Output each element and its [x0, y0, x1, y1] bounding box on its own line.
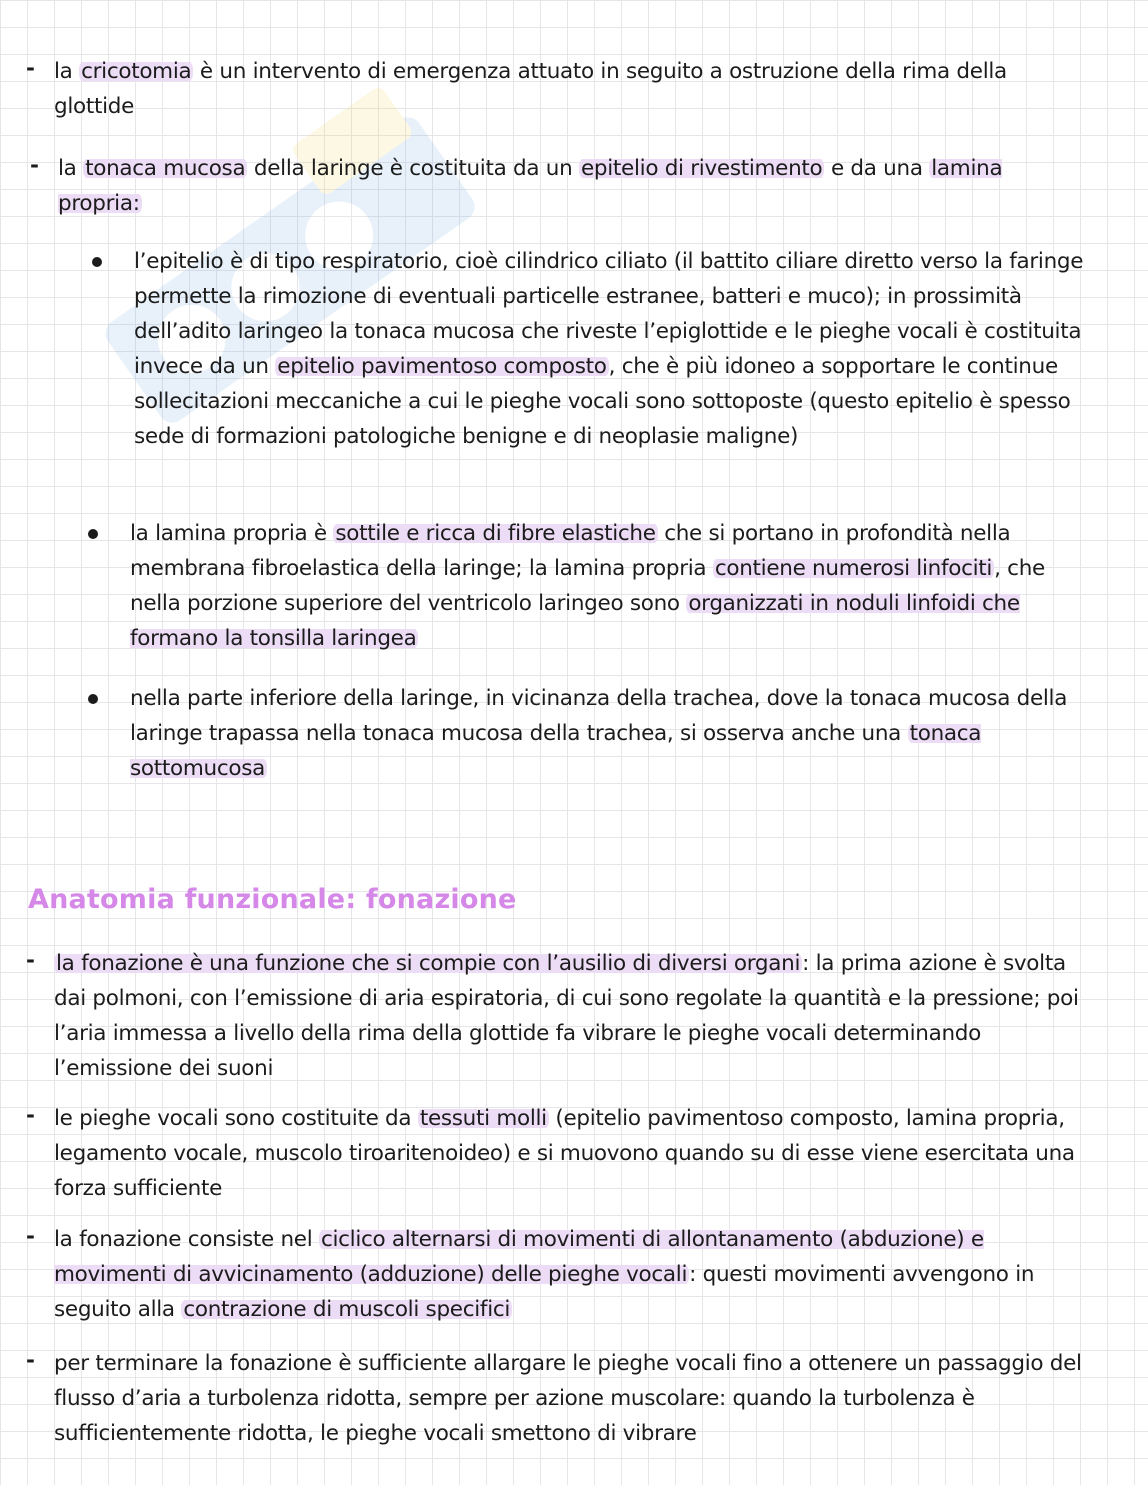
highlight: cricotomia	[81, 59, 192, 84]
highlight: tessuti molli	[419, 1106, 547, 1131]
text: la lamina propria è	[130, 521, 334, 546]
dash-marker: -	[26, 56, 35, 81]
text: è un intervento di emergenza attuato in seguito a ostruzione della rima della glottide	[54, 59, 1007, 119]
highlight: tonaca sottomucosa	[130, 721, 982, 781]
text: : questi movimenti avvengono in seguito alla	[54, 1262, 1035, 1322]
bullet-marker	[88, 694, 98, 704]
highlight: la fonazione è una funzione che si compie con l’ausilio di diversi organi	[56, 951, 801, 976]
dash-marker: -	[26, 1348, 35, 1373]
highlight: ciclico alternarsi di movimenti di allontanamento (abduzione) e movimenti di avvicinamento (adduzione) delle pieghe vocali	[54, 1227, 984, 1287]
text: che si portano in profondità nella membrana fibroelastica della laringe; la lamina propria	[130, 521, 1011, 581]
text: nella parte inferiore della laringe, in vicinanza della trachea, dove la tonaca mucosa della laringe trapassa nella tonaca mucosa della trachea, si osserva anche una	[130, 686, 1068, 746]
list-item-fonazione	[54, 946, 1084, 1086]
text: (epitelio pavimentoso composto, lamina propria, legamento vocale, muscolo tiroaritenoideo) e si muovono quando su di esse viene esercitata una forza sufficiente	[54, 1106, 1075, 1201]
bullet-item-epitelio	[134, 244, 1094, 454]
text: la	[54, 59, 80, 84]
bullet-item-sottomucosa	[130, 681, 1095, 786]
highlight: tonaca mucosa	[85, 156, 246, 181]
bullet-item-lamina-propria	[130, 516, 1080, 656]
text: per terminare la fonazione è sufficiente allargare le pieghe vocali fino a ottenere un passaggio del flusso d’aria a turbolenza ridotta, sempre per azione muscolare: quando la turbolenza è sufficientemente ridotta, le pieghe vocali smettono di vibrare	[54, 1351, 1082, 1446]
highlight: epitelio di rivestimento	[580, 156, 823, 181]
highlight: contiene numerosi linfociti	[714, 556, 993, 581]
dash-marker: -	[26, 948, 35, 973]
bullet-marker	[92, 257, 102, 267]
list-item-tonaca-mucosa	[58, 151, 1058, 221]
text: e da una	[824, 156, 930, 181]
dash-marker: -	[26, 1103, 35, 1128]
text: della laringe è costituita da un	[247, 156, 579, 181]
dash-marker: -	[26, 1224, 35, 1249]
highlight: lamina propria:	[58, 156, 1003, 216]
list-item-cricotomia	[54, 54, 1084, 124]
text: la fonazione consiste nel	[54, 1227, 319, 1252]
text: , che è più idoneo a sopportare le continue sollecitazioni meccaniche a cui le pieghe vocali sono sottoposte (questo epitelio è spesso sede di formazioni patologiche benigne e di neoplasie maligne)	[134, 354, 1071, 449]
highlight: sottile e ricca di fibre elastiche	[335, 521, 656, 546]
text: le pieghe vocali sono costituite da	[54, 1106, 418, 1131]
highlight: contrazione di muscoli specifici	[183, 1297, 511, 1322]
dash-marker: -	[30, 153, 39, 178]
list-item-pieghe-vocali	[54, 1101, 1124, 1206]
section-heading: Anatomia funzionale: fonazione	[28, 884, 517, 915]
text: l’epitelio è di tipo respiratorio, cioè cilindrico ciliato (il battito ciliare diretto verso la faringe permette la rimozione di eventuali particelle estranee, batteri e muco); in prossimità dell’adito laringeo la tonaca mucosa che riveste l’epiglottide e le pieghe vocali è costituita invece da un	[134, 249, 1084, 379]
bullet-marker	[88, 529, 98, 539]
text: , che nella porzione superiore del ventricolo laringeo sono	[130, 556, 1045, 616]
text: : la prima azione è svolta dai polmoni, con l’emissione di aria espiratoria, di cui sono regolate la quantità e la pressione; poi l’aria immessa a livello della rima della glottide fa vibrare le pieghe vocali determinando l’emissione dei suoni	[54, 951, 1079, 1081]
list-item-ciclo-fonazione	[54, 1222, 1064, 1327]
highlight: organizzati in noduli linfoidi che formano la tonsilla laringea	[130, 591, 1020, 651]
list-item-terminare-fonazione	[54, 1346, 1129, 1451]
text: la	[58, 156, 84, 181]
highlight: epitelio pavimentoso composto	[277, 354, 607, 379]
